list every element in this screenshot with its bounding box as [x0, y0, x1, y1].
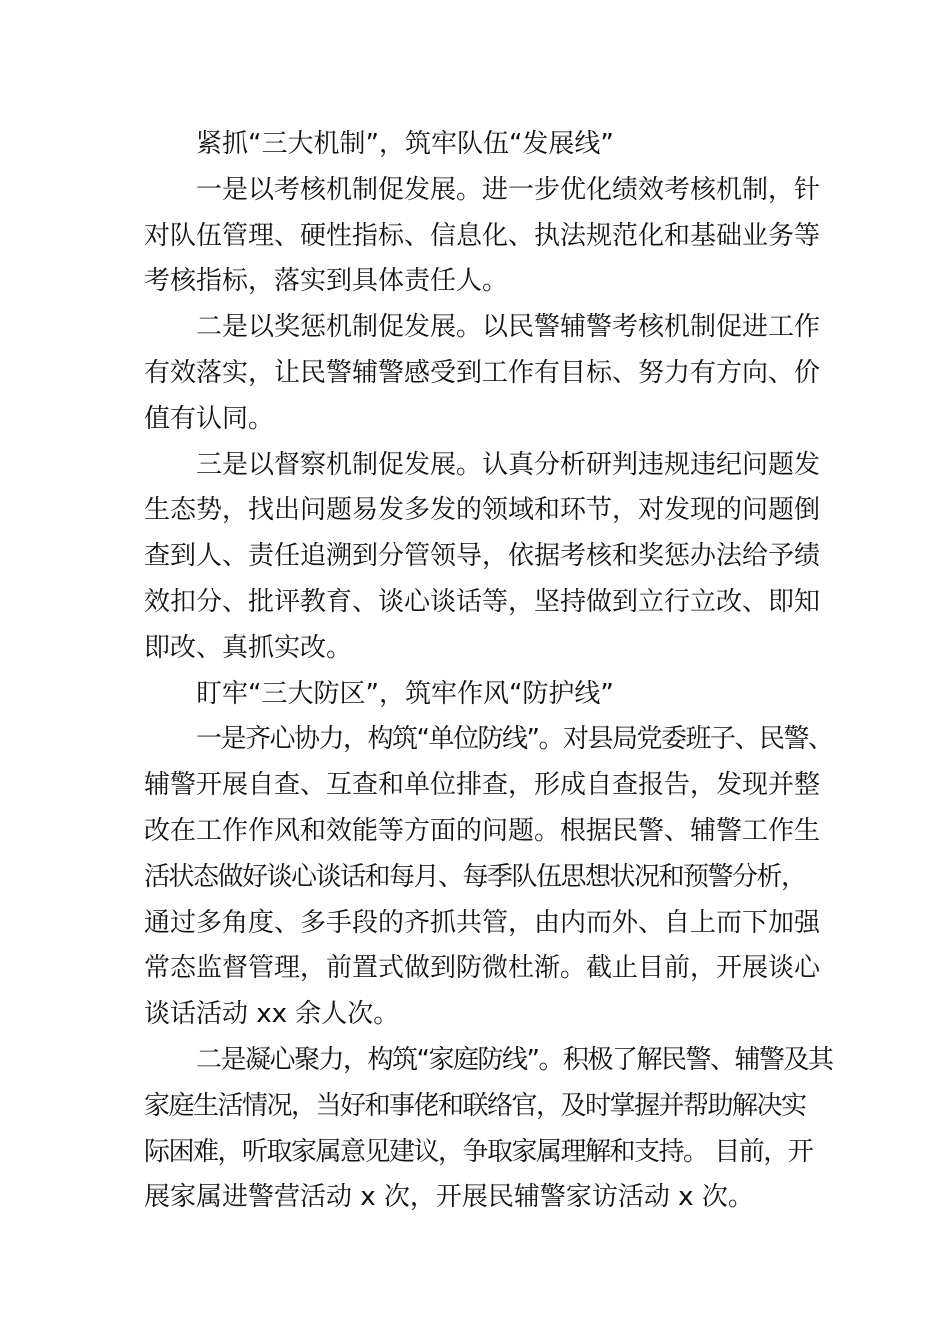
paragraph [144, 168, 834, 305]
text-line: 三是以督察机制促发展。认真分析研判违规违纪问题发 [196, 449, 821, 480]
text-line: 二是以奖惩机制促发展。以民警辅警考核机制促进工作 [196, 312, 821, 343]
text-line: 展家属进警营活动 x 次，开展民辅警家访活动 x 次。 [144, 1182, 754, 1213]
text-line: 有效落实，让民警辅警感受到工作有目标、努力有方向、价 [144, 357, 821, 388]
section-heading [144, 672, 834, 718]
text-line: 际困难，听取家属意见建议，争取家属理解和支持。 目前，开 [144, 1136, 813, 1167]
text-line: 辅警开展自查、互查和单位排查，形成自查报告，发现并整 [144, 770, 821, 801]
text-line: 通过多角度、多手段的齐抓共管，由内而外、自上而下加强 [144, 907, 821, 938]
paragraph [144, 305, 834, 442]
text-line: 对队伍管理、硬性指标、信息化、执法规范化和基础业务等 [144, 220, 821, 251]
text-line: 紧抓“三大机制”，筑牢队伍“发展线” [196, 129, 614, 159]
text-line: 改在工作作风和效能等方面的问题。根据民警、辅警工作生 [144, 815, 821, 846]
paragraph [144, 1038, 834, 1221]
section-heading [144, 122, 834, 168]
text-line: 活状态做好谈心谈话和每月、每季队伍思想状况和预警分析， [144, 861, 806, 892]
text-line: 效扣分、批评教育、谈心谈话等，坚持做到立行立改、即知 [144, 586, 821, 617]
text-line: 一是以考核机制促发展。进一步优化绩效考核机制，针 [196, 174, 821, 205]
text-line: 考核指标，落实到具体责任人。 [144, 266, 509, 297]
text-line: 查到人、责任追溯到分管领导，依据考核和奖惩办法给予绩 [144, 541, 821, 572]
paragraph [144, 717, 834, 1038]
text-line: 谈话活动 xx 余人次。 [144, 999, 400, 1030]
text-line: 生态势，找出问题易发多发的领域和环节，对发现的问题倒 [144, 495, 821, 526]
document-body [144, 122, 834, 1221]
text-line: 即改、真抓实改。 [144, 632, 353, 663]
text-line: 常态监督管理，前置式做到防微杜渐。截止目前，开展谈心 [144, 953, 821, 984]
text-line: 二是凝心聚力，构筑“家庭防线”。积极了解民警、辅警及其 [196, 1044, 833, 1075]
text-line: 盯牢“三大防区”，筑牢作风“防护线” [196, 678, 614, 709]
text-line: 家庭生活情况，当好和事佬和联络官，及时掌握并帮助解决实 [144, 1090, 806, 1121]
paragraph [144, 443, 834, 672]
text-line: 值有认同。 [144, 403, 275, 434]
text-line: 一是齐心协力，构筑“单位防线”。对县局党委班子、民警、 [196, 724, 833, 755]
